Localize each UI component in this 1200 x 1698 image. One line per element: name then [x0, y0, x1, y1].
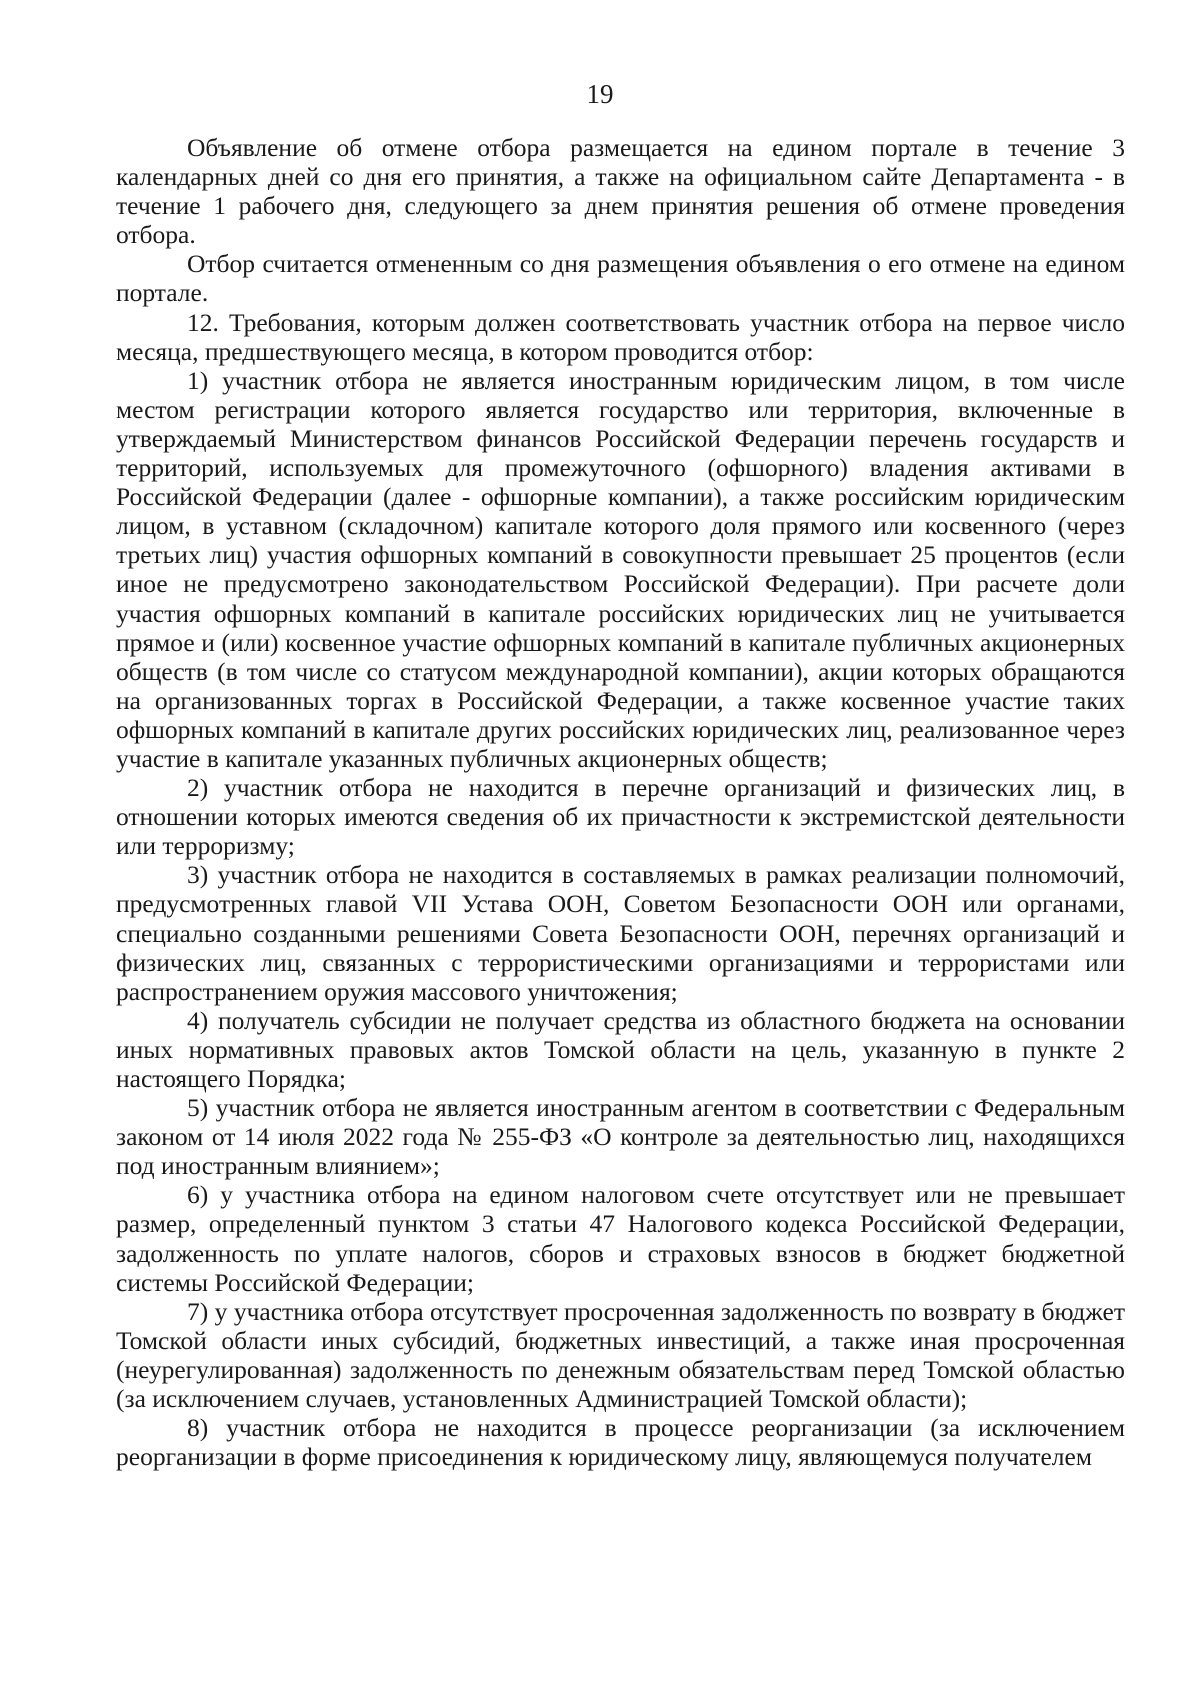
- paragraph-requirement-2: 2) участник отбора не находится в перечне организаций и физических лиц, в отношении которых имеются сведения об их причастности к экстремистской деятельности или терроризму;: [116, 773, 1125, 861]
- paragraph-requirement-8: 8) участник отбора не находится в процессе реорганизации (за исключением реорганизации в форме присоединения к юридическому лицу, являющемуся получателем: [116, 1413, 1125, 1472]
- paragraph-cancellation-notice: Объявление об отмене отбора размещается на едином портале в течение 3 календарных дней со дня его принятия, а также на официальном сайте Департамента - в течение 1 рабочего дня, следующего за днем принятия решения об отмене проведения отбора.: [116, 133, 1125, 250]
- page-number: 19: [586, 79, 614, 109]
- paragraph-requirement-6: 6) у участника отбора на едином налоговом счете отсутствует или не превышает размер, определенный пунктом 3 статьи 47 Налогового кодекса Российской Федерации, задолженность по уплате налогов, сборов и страховых взносов в бюджет бюджетной системы Российской Федерации;: [116, 1180, 1125, 1297]
- paragraph-requirement-7: 7) у участника отбора отсутствует просроченная задолженность по возврату в бюджет Томской области иных субсидий, бюджетных инвестиций, а также иная просроченная (неурегулированная) задолженность по денежным обязательствам перед Томской областью (за исключением случаев, установленных Администрацией Томской области);: [116, 1296, 1125, 1414]
- paragraph-cancellation-effective: Отбор считается отмененным со дня размещения объявления о его отмене на едином портале.: [116, 249, 1125, 308]
- paragraph-requirement-5: 5) участник отбора не является иностранным агентом в соответствии с Федеральным законом от 14 июля 2022 года № 255-ФЗ «О контроле за деятельностью лиц, находящихся под иностранным влиянием»;: [116, 1093, 1125, 1181]
- paragraph-requirement-3: 3) участник отбора не находится в составляемых в рамках реализации полномочий, предусмотренных главой VII Устава ООН, Советом Безопасности ООН или органами, специально созданными решениями Совета Безопасности ООН, перечнях организаций и физических лиц, связанных с террористическими организациями и террористами или распространением оружия массового уничтожения;: [116, 860, 1125, 1006]
- paragraph-requirement-1: 1) участник отбора не является иностранным юридическим лицом, в том числе местом регистрации которого является государство или территория, включенные в утверждаемый Министерством финансов Российской Федерации перечень государств и территорий, используемых для промежуточного (офшорного) владения активами в Российской Федерации (далее - офшорные компании), а также российским юридическим лицом, в уставном (складочном) капитале которого доля прямого или косвенного (через третьих лиц) участия офшорных компаний в совокупности превышает 25 процентов (если иное не предусмотрено законодательством Российской Федерации). При расчете доли участия офшорных компаний в капитале российских юридических лиц не учитывается прямое и (или) косвенное участие офшорных компаний в капитале публичных акционерных обществ (в том числе со статусом международной компании), акции которых обращаются на организованных торгах в Российской Федерации, а также косвенное участие таких офшорных компаний в капитале других российских юридических лиц, реализованное через участие в капитале указанных публичных акционерных обществ;: [116, 365, 1125, 773]
- paragraph-requirements-intro: 12. Требования, которым должен соответствовать участник отбора на первое число месяца, предшествующего месяца, в котором проводится отбор:: [116, 307, 1125, 366]
- document-body: [116, 133, 1125, 1471]
- paragraph-requirement-4: 4) получатель субсидии не получает средства из областного бюджета на основании иных нормативных правовых актов Томской области на цель, указанную в пункте 2 настоящего Порядка;: [116, 1005, 1125, 1093]
